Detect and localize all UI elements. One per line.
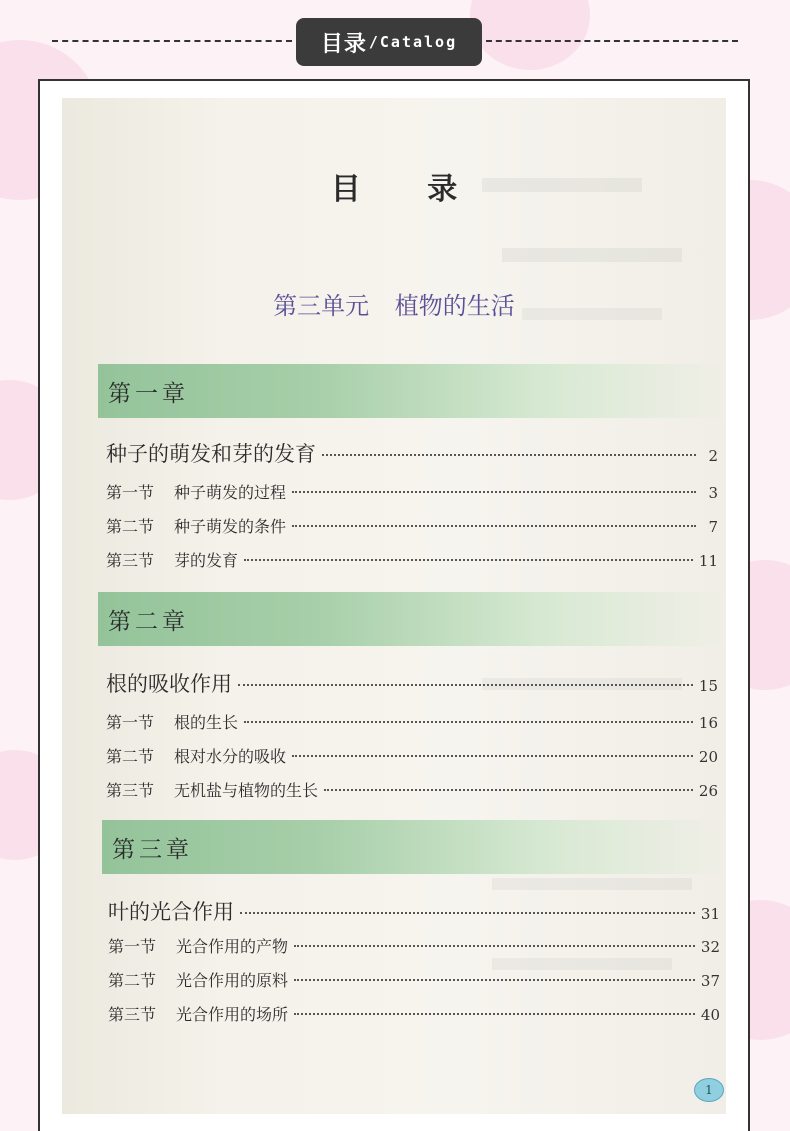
toc-section-row <box>108 934 720 957</box>
page-ref: 40 <box>700 1006 720 1024</box>
dot-leader <box>292 491 696 493</box>
section-label: 根对水分的吸收 <box>174 747 287 766</box>
toc-section-row <box>106 548 718 571</box>
header-dashed-line-left <box>52 40 292 42</box>
section-number: 第二节 <box>106 517 155 536</box>
book-page <box>62 98 726 1114</box>
dot-leader <box>294 945 695 947</box>
section-number: 第二节 <box>108 971 157 990</box>
page-ref: 11 <box>698 552 718 570</box>
chapter-label: 第一章 <box>108 380 189 407</box>
section-label: 光合作用的产物 <box>176 937 289 956</box>
dot-leader <box>324 789 693 791</box>
page-number-badge: 1 <box>694 1078 724 1102</box>
header-dashed-line-right <box>486 40 738 42</box>
chapter-label: 第三章 <box>112 836 193 863</box>
dot-leader <box>244 559 693 561</box>
section-label: 无机盐与植物的生长 <box>174 781 319 800</box>
toc-section-row <box>108 968 720 991</box>
header-title: 目录 <box>320 31 367 57</box>
header-subtitle: /Catalog <box>368 33 458 51</box>
show-through-mark <box>502 248 682 262</box>
toc-title: 目 录 <box>330 172 486 207</box>
toc-section-row <box>106 778 718 801</box>
toc-section-row <box>106 744 718 767</box>
toc-section-row <box>106 710 718 733</box>
page-ref: 20 <box>698 748 718 766</box>
topic-label: 种子的萌发和芽的发育 <box>106 442 316 466</box>
section-number: 第一节 <box>106 713 155 732</box>
unit-title: 第三单元 植物的生活 <box>273 292 515 320</box>
topic-label: 叶的光合作用 <box>108 900 234 924</box>
section-number: 第二节 <box>106 747 155 766</box>
section-label: 芽的发育 <box>174 551 239 570</box>
catalog-header-badge <box>296 18 482 66</box>
toc-topic-row <box>108 896 720 926</box>
toc-section-row <box>106 480 718 503</box>
section-number: 第一节 <box>106 483 155 502</box>
chapter-heading-2 <box>98 592 726 646</box>
chapter-heading-1 <box>98 364 726 418</box>
dot-leader <box>292 525 696 527</box>
dot-leader <box>238 684 693 686</box>
section-label: 种子萌发的过程 <box>174 483 287 502</box>
toc-topic-row <box>106 668 718 698</box>
dot-leader <box>240 912 695 914</box>
dot-leader <box>294 979 695 981</box>
toc-section-row <box>106 514 718 537</box>
section-label: 根的生长 <box>174 713 239 732</box>
page-ref: 2 <box>708 447 718 465</box>
section-number: 第三节 <box>106 781 155 800</box>
page-ref: 37 <box>700 972 720 990</box>
section-number: 第一节 <box>108 937 157 956</box>
toc-topic-row <box>106 438 718 468</box>
page-ref: 16 <box>698 714 718 732</box>
page-ref: 7 <box>708 518 718 536</box>
section-number: 第三节 <box>108 1005 157 1024</box>
page-ref: 3 <box>708 484 718 502</box>
page-ref: 26 <box>698 782 718 800</box>
chapter-heading-3 <box>102 820 726 874</box>
dot-leader <box>292 755 693 757</box>
chapter-label: 第二章 <box>108 608 189 635</box>
page-ref: 31 <box>700 905 720 923</box>
background-blob <box>470 0 590 70</box>
show-through-mark <box>492 878 692 890</box>
dot-leader <box>244 721 693 723</box>
section-label: 种子萌发的条件 <box>174 517 287 536</box>
toc-section-row <box>108 1002 720 1025</box>
topic-label: 根的吸收作用 <box>106 672 232 696</box>
dot-leader <box>294 1013 695 1015</box>
dot-leader <box>322 454 696 456</box>
page-ref: 32 <box>700 938 720 956</box>
section-number: 第三节 <box>106 551 155 570</box>
section-label: 光合作用的原料 <box>176 971 289 990</box>
section-label: 光合作用的场所 <box>176 1005 289 1024</box>
page-ref: 15 <box>698 677 718 695</box>
